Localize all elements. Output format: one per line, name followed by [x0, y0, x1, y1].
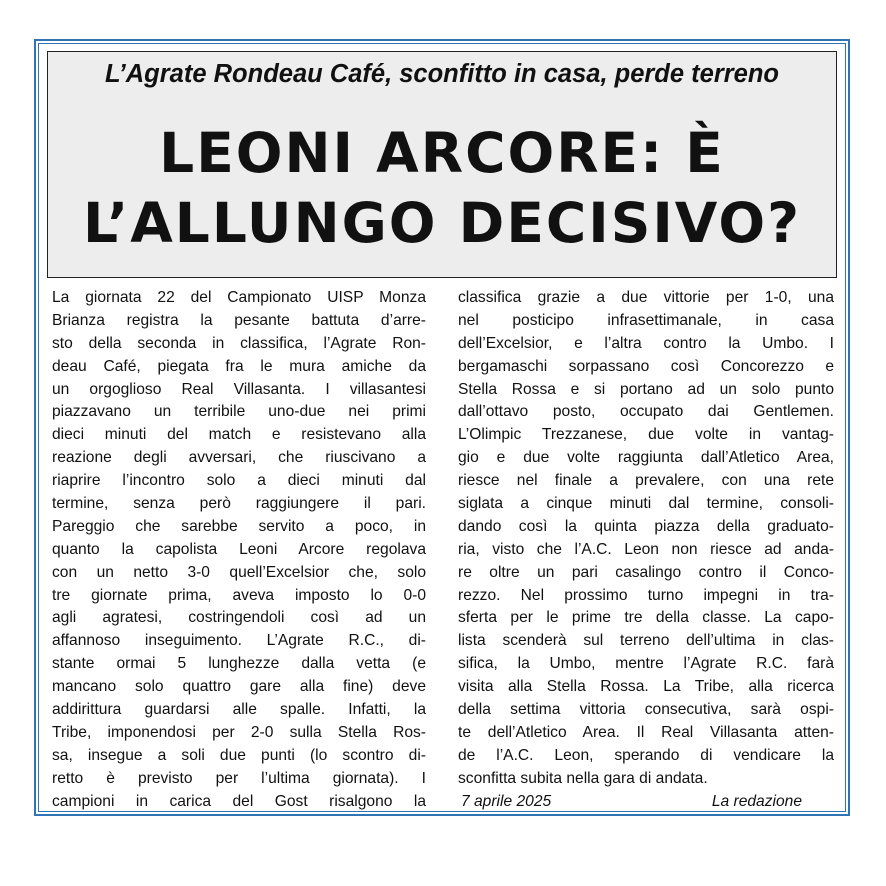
text-line: classifica grazie a due vittorie per 1-0, una — [458, 289, 834, 306]
text-line: Stella Rossa e si portano ad un solo punto — [458, 380, 834, 398]
text-line: retto è previsto per l’ultima giornata). I — [52, 769, 426, 787]
text-line: sifica, la Umbo, mentre l’Agrate R.C. farà — [458, 655, 834, 673]
text-line: La giornata 22 del Campionato UISP Monza — [52, 289, 426, 306]
text-line: un orgoglioso Real Villasanta. I villasantesi — [52, 380, 426, 398]
text-line: deau Café, piegata fra le mura amiche da — [52, 357, 426, 375]
text-line: dall’ottavo posto, occupato dai Gentlemen. — [458, 403, 834, 421]
text-line: stante ormai 5 lunghezze dalla vetta (e — [52, 655, 426, 673]
text-line: riesce nel finale a prevalere, con una rete — [458, 472, 834, 490]
text-line: Tribe, imponendosi per 2-0 sulla Stella Ros- — [52, 723, 426, 741]
signoff — [458, 791, 834, 814]
text-line: tre giornate prima, aveva imposto lo 0-0 — [52, 586, 426, 604]
text-line: ria, visto che l’A.C. Leon non riesce ad anda- — [458, 540, 834, 558]
text-line: Brianza registra la pesante battuta d’arre- — [52, 311, 426, 329]
text-line: Pareggio che sarebbe servito a poco, in — [52, 517, 426, 535]
article-column-right — [458, 287, 834, 813]
text-line: sferta per le prime tre della classe. La capo- — [458, 609, 834, 627]
text-line: con un netto 3-0 quell’Excelsior che, solo — [52, 563, 426, 581]
text-line: de l’A.C. Leon, sperando di vendicare la — [458, 746, 834, 764]
signoff-author: La redazione — [711, 792, 802, 810]
text-line: dell’Excelsior, e l’altra contro la Umbo. I — [458, 334, 834, 352]
text-line: affannoso inseguimento. L’Agrate R.C., di- — [52, 632, 426, 650]
text-line: della settima vittoria consecutiva, sarà ospi- — [458, 701, 834, 719]
headline-line-1: LEONI ARCORE: È — [159, 121, 725, 185]
headline-box — [47, 51, 837, 278]
text-line: lista scenderà sul terreno dell’ultima in clas- — [458, 632, 834, 650]
text-line: quanto la capolista Leoni Arcore regolava — [52, 540, 426, 558]
signoff-date: 7 aprile 2025 — [461, 792, 552, 810]
text-line: L’Olimpic Trezzanese, due volte in vantag- — [458, 426, 834, 444]
text-line: visita alla Stella Rossa. La Tribe, alla ricerca — [458, 678, 834, 696]
text-line: re oltre un pari casalingo contro il Conco- — [458, 563, 834, 581]
text-line: sa, insegue a soli due punti (lo scontro di- — [52, 746, 426, 764]
text-line: campioni in carica del Gost risalgono la — [52, 792, 426, 810]
text-line: reazione degli avversari, che riuscivano a — [52, 449, 426, 467]
text-line: riaprire l’incontro solo a dieci minuti dal — [52, 472, 426, 490]
text-line: siglata a cinque minuti dal termine, consoli- — [458, 495, 834, 513]
text-line: rezzo. Nel prossimo turno impegni in tra- — [458, 586, 834, 604]
text-line: bergamaschi sorpassano così Concorezzo e — [458, 357, 834, 375]
text-line: dando così la quinta piazza della graduato- — [458, 517, 834, 535]
article-column-left — [52, 287, 426, 813]
text-line: addirittura guardarsi alle spalle. Infatti, la — [52, 701, 426, 719]
text-line: te dell’Atletico Area. Il Real Villasanta atten- — [458, 723, 834, 741]
headline-line-2: L’ALLUNGO DECISIVO? — [82, 191, 802, 255]
text-line: sconfitta subita nella gara di andata. — [458, 769, 708, 787]
text-line: dieci minuti del match e resistevano alla — [52, 426, 426, 444]
text-line: piazzavano un terribile uno-due nei primi — [52, 403, 426, 421]
text-line: gio e due volte raggiunta dall’Atletico Area, — [458, 449, 834, 467]
text-line: sto della seconda in classifica, l’Agrate Ron- — [52, 334, 426, 352]
text-line: agli agratesi, costringendoli così ad un — [52, 609, 426, 627]
text-line: nel posticipo infrasettimanale, in casa — [458, 311, 834, 329]
text-line: termine, senza però raggiungere il pari. — [52, 495, 426, 513]
text-line: mancano solo quattro gare alla fine) deve — [52, 678, 426, 696]
kicker: L’Agrate Rondeau Café, sconfitto in casa, perde terreno — [105, 60, 779, 88]
article-column-right-lines — [458, 287, 834, 791]
